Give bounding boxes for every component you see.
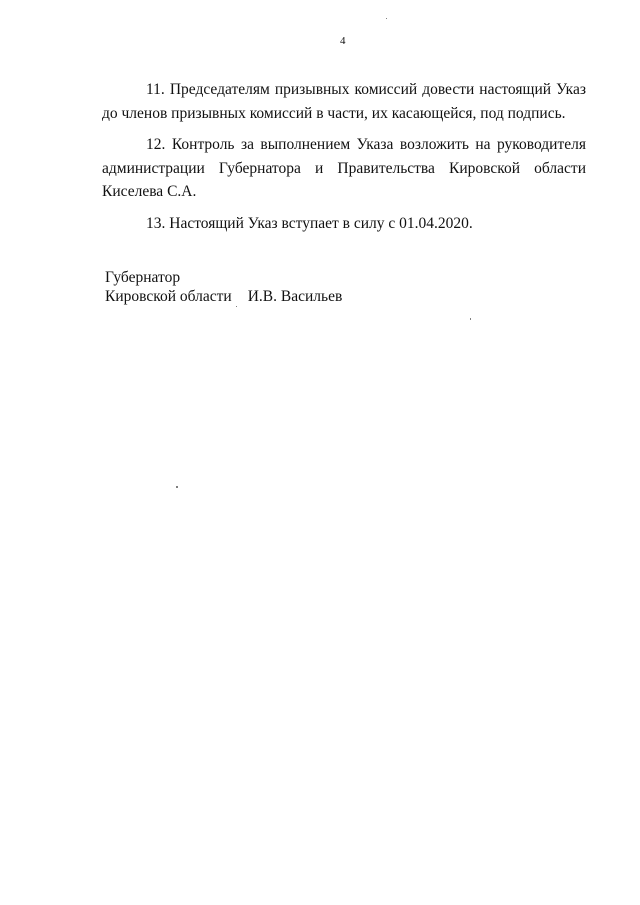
scan-speck (236, 306, 237, 307)
scan-speck (176, 486, 178, 488)
paragraph-12-line-1: 12. Контроль за выполнением Указа возложить на руководителя (146, 136, 586, 153)
paragraph-11 (102, 78, 586, 125)
paragraph-11-line-1: 11. Председателям призывных комиссий довести настоящий Указ (146, 81, 586, 98)
signature-region: Кировской области (105, 288, 232, 305)
paragraph-13-line-1: 13. Настоящий Указ вступает в силу с 01.04.2020. (146, 214, 473, 232)
signature-line (105, 287, 342, 306)
scan-speck (470, 318, 471, 320)
paragraph-11-line-2: до членов призывных комиссий в части, их касающейся, под подпись. (102, 104, 566, 122)
document-body (102, 78, 586, 243)
page-number: 4 (340, 35, 346, 47)
paragraph-12 (102, 133, 586, 204)
paragraph-12-line-2: администрации Губернатора и Правительства Кировской области (102, 159, 586, 177)
signature-name: И.В. Васильев (247, 288, 343, 305)
signature-block (105, 268, 342, 306)
paragraph-13 (102, 212, 586, 236)
scan-speck (386, 18, 387, 19)
paragraph-12-line-3: Киселева С.А. (102, 183, 197, 200)
signature-title: Губернатор (105, 269, 181, 286)
